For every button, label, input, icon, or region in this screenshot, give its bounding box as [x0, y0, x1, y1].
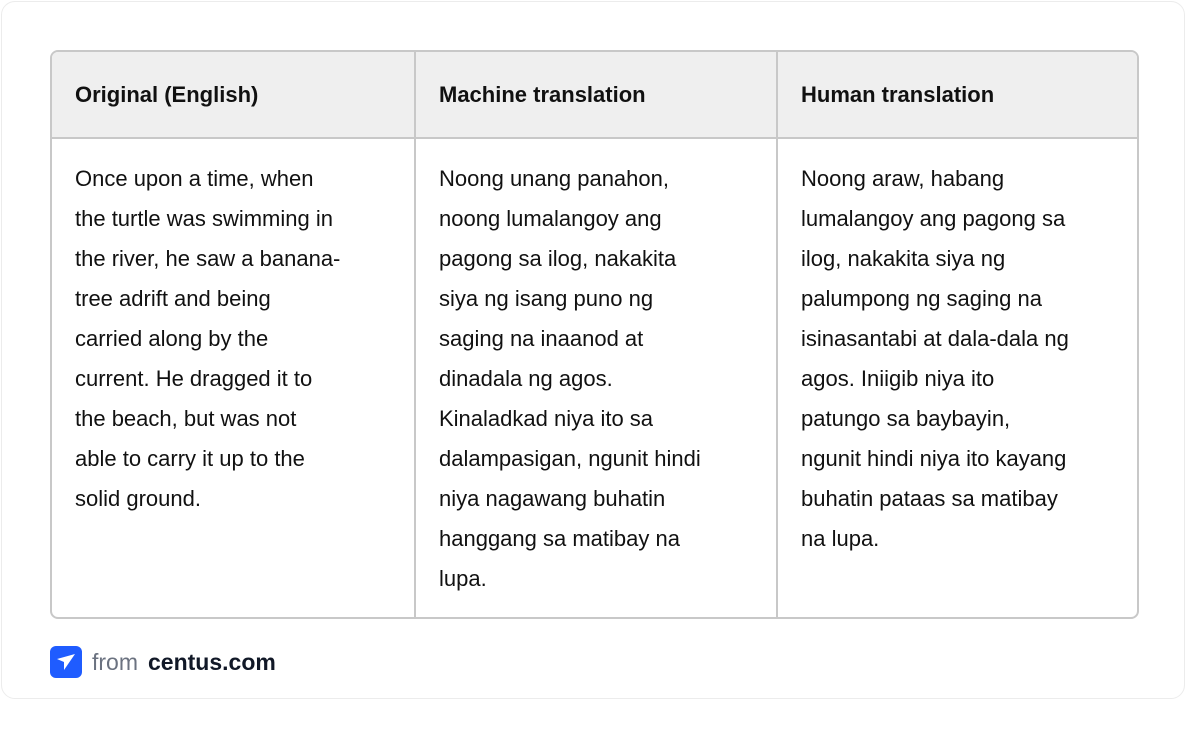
cell-line: ilog, nakakita siya ng [801, 246, 1006, 271]
cell-line: buhatin pataas sa matibay [801, 486, 1058, 511]
translation-table [50, 50, 1139, 619]
brand-link[interactable]: centus.com [148, 648, 276, 675]
cell-line: Once upon a time, when [75, 166, 314, 191]
cell-line: the beach, but was not [75, 406, 297, 431]
centus-logo-icon [50, 646, 82, 678]
cell-line: carried along by the [75, 326, 269, 351]
cell-line: the river, he saw a banana- [75, 246, 341, 271]
cell-line: na lupa. [801, 526, 880, 551]
cell-line: siya ng isang puno ng [439, 286, 654, 311]
from-label: from [92, 648, 138, 675]
cell-line: current. He dragged it to [75, 366, 313, 391]
cell-line: isinasantabi at dala-dala ng [801, 326, 1069, 351]
cell-line: saging na inaanod at [439, 326, 644, 351]
cell-line: noong lumalangoy ang [439, 206, 662, 231]
cell-line: dinadala ng agos. [439, 366, 613, 391]
cell-line: palumpong ng saging na [801, 286, 1042, 311]
card [1, 1, 1185, 699]
cell-original [52, 139, 414, 617]
cell-line: lumalangoy ang pagong sa [801, 206, 1066, 231]
footer-attribution[interactable] [50, 646, 276, 678]
cell-line: able to carry it up to the [75, 446, 305, 471]
cell-machine [414, 139, 776, 617]
cell-line: dalampasigan, ngunit hindi [439, 446, 701, 471]
cell-line: the turtle was swimming in [75, 206, 333, 231]
header-machine: Machine translation [414, 52, 776, 139]
header-human: Human translation [776, 52, 1137, 139]
cell-line: pagong sa ilog, nakakita [439, 246, 677, 271]
cell-line: Kinaladkad niya ito sa [439, 406, 654, 431]
header-original: Original (English) [52, 52, 414, 139]
cell-line: tree adrift and being [75, 286, 271, 311]
cell-line: lupa. [439, 566, 487, 591]
cell-line: niya nagawang buhatin [439, 486, 666, 511]
cell-line: ngunit hindi niya ito kayang [801, 446, 1067, 471]
cell-line: Noong unang panahon, [439, 166, 669, 191]
cell-line: solid ground. [75, 486, 201, 511]
cell-line: Noong araw, habang [801, 166, 1005, 191]
cell-line: patungo sa baybayin, [801, 406, 1011, 431]
cell-line: agos. Iniigib niya ito [801, 366, 995, 391]
cell-line: hanggang sa matibay na [439, 526, 680, 551]
cell-human [776, 139, 1137, 617]
